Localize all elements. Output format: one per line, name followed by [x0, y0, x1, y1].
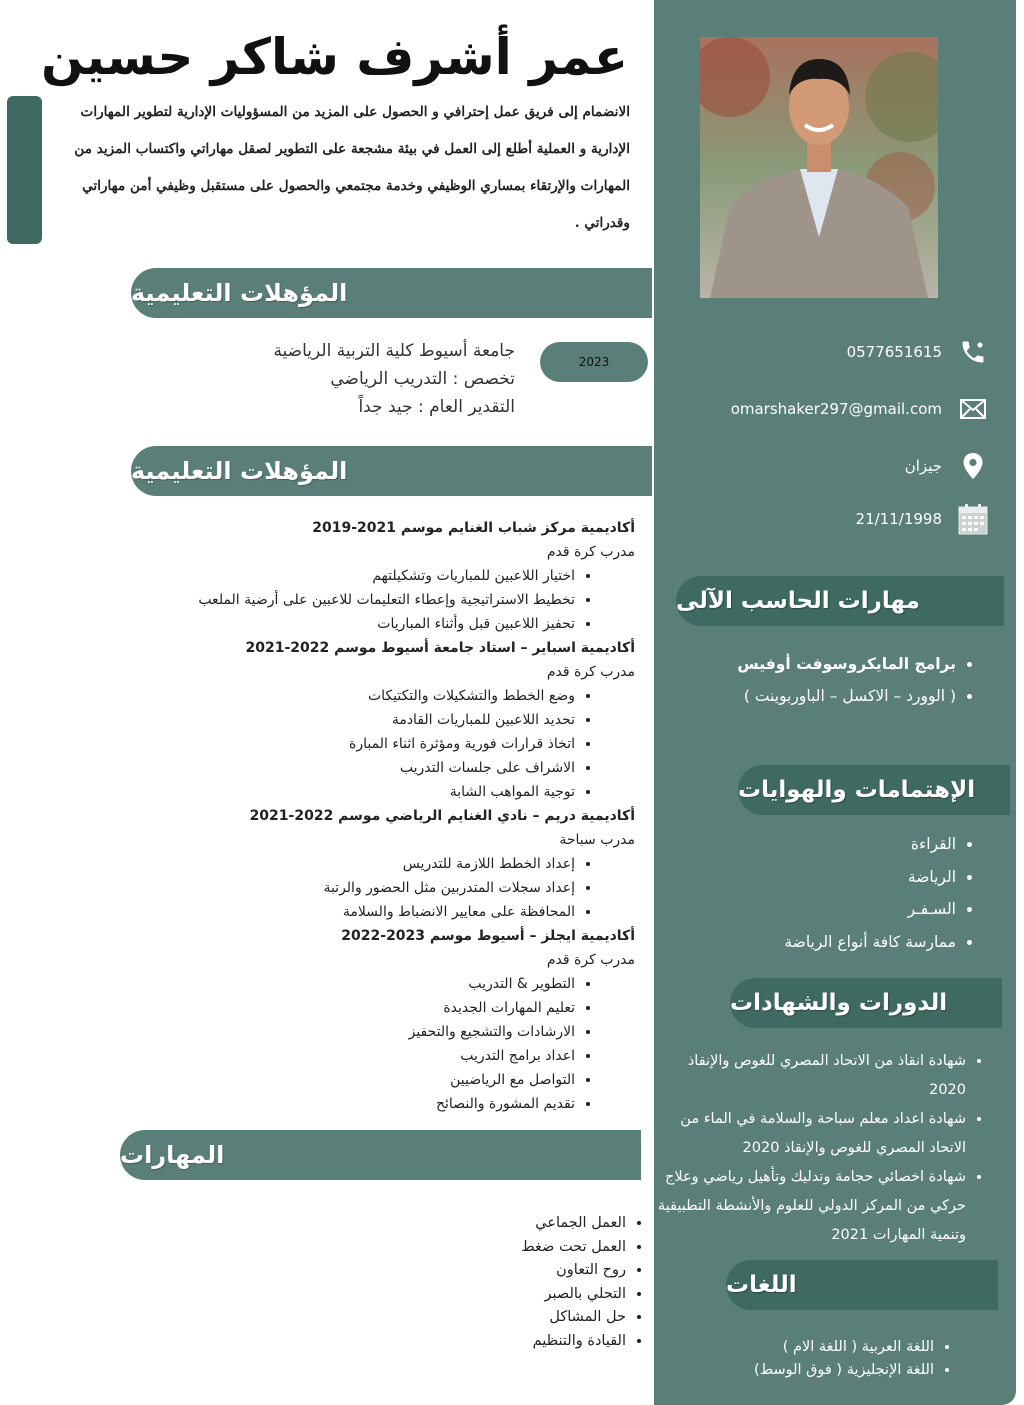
experience-entry: [100, 924, 635, 1116]
experience-section-title: المؤهلات التعليمية: [131, 457, 348, 485]
phone-icon: [958, 337, 988, 367]
computer-skills-list: [656, 648, 988, 712]
list-item: • التحلي بالصبر: [300, 1283, 626, 1307]
education-section-header: [131, 268, 652, 318]
list-item: • القيادة والتنظيم: [300, 1330, 626, 1354]
list-item: • شهادة انقاذ من الاتحاد المصري للغوص والإنقاذ 2020: [656, 1047, 966, 1105]
list-item: • إعداد سجلات المتدربين مثل الحضور والرتبة: [100, 876, 575, 900]
list-item: • روح التعاون: [300, 1259, 626, 1283]
hobbies-section-title: الإهتمامات والهوايات: [738, 777, 976, 803]
decorative-accent-bar: [7, 96, 42, 244]
list-item: • حل المشاكل: [300, 1306, 626, 1330]
experience-duties: [100, 684, 635, 804]
list-item: • شهادة اعداد معلم سباحة والسلامة في الماء من الاتحاد المصري للغوص والإنقاذ 2020: [656, 1105, 966, 1163]
experience-entry: [100, 804, 635, 924]
courses-section-header: [730, 978, 1002, 1028]
list-item: • ممارسة كافة أنواع الرياضة: [676, 926, 956, 959]
list-item: • العمل الجماعي: [300, 1212, 626, 1236]
hobbies-section-header: [738, 765, 1010, 815]
experience-section-header: [131, 446, 652, 496]
experience-role: مدرب كرة قدم: [546, 544, 635, 560]
skills-section-title: المهارات: [120, 1141, 225, 1169]
list-item: • التطوير & التدريب: [100, 972, 575, 996]
courses-list: [656, 1047, 988, 1250]
education-line: جامعة أسيوط كلية التربية الرياضية: [273, 341, 515, 361]
contact-birthdate: [856, 504, 988, 534]
profile-photo-illustration: [700, 37, 938, 298]
languages-list: [654, 1336, 958, 1382]
education-section-title: المؤهلات التعليمية: [131, 279, 348, 307]
experience-title: أكاديمية ايجلز – أسيوط موسم 2023-2022: [341, 928, 635, 944]
computer-skills-section-header: [676, 576, 1004, 626]
list-item: • اللغة الإنجليزية ( فوق الوسط): [654, 1359, 934, 1382]
list-item: • الاشراف على جلسات التدريب: [100, 756, 575, 780]
education-year-badge: [540, 342, 648, 382]
phone-number: 0577651615: [846, 343, 942, 361]
list-item: • الرياضة: [676, 861, 956, 894]
experience-entry: [100, 516, 635, 636]
list-item: • تعليم المهارات الجديدة: [100, 996, 575, 1020]
list-item: • تحفيز اللاعبين قبل وأثناء المباريات: [100, 612, 575, 636]
languages-section-header: [726, 1260, 998, 1310]
list-item: • السـفـر: [676, 893, 956, 926]
location-pin-icon: [958, 451, 988, 481]
experience-role: مدرب كرة قدم: [546, 664, 635, 680]
experience-title: أكاديمية اسباير – استاد جامعة أسيوط موسم 2022-2021: [245, 640, 635, 656]
experience-list: [100, 516, 635, 1116]
list-item: • توجية المواهب الشابة: [100, 780, 575, 804]
list-item: • العمل تحت ضغط: [300, 1236, 626, 1260]
full-name: عمر أشرف شاكر حسين: [41, 28, 628, 86]
experience-title: أكاديمية مركز شباب الغنايم موسم 2021-2019: [312, 520, 635, 536]
experience-role: مدرب كرة قدم: [546, 952, 635, 968]
list-item: • إعداد الخطط اللازمة للتدريس: [100, 852, 575, 876]
location-text: جيزان: [904, 457, 942, 475]
list-item: • اتخاذ قرارات فورية ومؤثرة اثناء المبارة: [100, 732, 575, 756]
experience-duties: [100, 852, 635, 924]
languages-section-title: اللغات: [726, 1272, 797, 1298]
email-address: omarshaker297@gmail.com: [730, 400, 942, 418]
envelope-icon: [958, 394, 988, 424]
computer-skills-section-title: مهارات الحاسب الآلى: [676, 588, 920, 614]
calendar-icon: [958, 504, 988, 534]
list-item: • وضع الخطط والتشكيلات والتكتيكات: [100, 684, 575, 708]
list-item: • التواصل مع الرياضيين: [100, 1068, 575, 1092]
experience-duties: [100, 972, 635, 1116]
list-item: • القراءة: [676, 828, 956, 861]
list-item: • شهادة اخصائي حجامة وتدليك وتأهيل رياضي وعلاج حركي من المركز الدولي للعلوم والأنشطة التطبيقية وتنمية المهارات 2021: [656, 1163, 966, 1250]
skills-section-header: [120, 1130, 641, 1180]
experience-title: أكاديمية دريم – نادي الغنايم الرياضي موسم 2022-2021: [249, 808, 635, 824]
courses-section-title: الدورات والشهادات: [730, 990, 948, 1016]
list-item: • الارشادات والتشجيع والتحفيز: [100, 1020, 575, 1044]
list-item: • تحديد اللاعبين للمباريات القادمة: [100, 708, 575, 732]
list-item: • برامج المايكروسوفت أوفيس: [656, 648, 956, 680]
education-line: التقدير العام : جيد جداً: [358, 397, 515, 417]
skills-list: [300, 1212, 652, 1353]
contact-phone: [847, 337, 988, 367]
birthdate-text: 21/11/1998: [855, 510, 942, 528]
profile-photo: [700, 37, 938, 298]
list-item: • اعداد برامج التدريب: [100, 1044, 575, 1068]
list-item: • اختيار اللاعبين للمباريات وتشكيلتهم: [100, 564, 575, 588]
education-details: [273, 337, 515, 421]
education-line: تخصص : التدريب الرياضي: [330, 369, 515, 389]
experience-entry: [100, 636, 635, 804]
list-item: • تخطيط الاستراتيجية وإعطاء التعليمات للاعبين على أرضية الملعب: [100, 588, 575, 612]
list-item: • ( الوورد – الاكسل – الباوربوينت ): [656, 680, 956, 712]
hobbies-list: [676, 828, 988, 958]
contact-location: [905, 451, 988, 481]
experience-role: مدرب سباحة: [559, 832, 635, 848]
list-item: • المحافظة على معايير الانضباط والسلامة: [100, 900, 575, 924]
list-item: • تقديم المشورة والنصائح: [100, 1092, 575, 1116]
career-objective: الانضمام إلى فريق عمل إحترافي و الحصول على المزيد من المسؤوليات الإدارية لتطوير المهارات الإدارية و العملية أطلع إلى العمل في بيئة مشجعة على التطوير لصقل مهاراتي واكتساب المزيد من المهارات والإرتقاء بمساري الوظيفي وخدمة مجتمعي والحصول على مستقبل وظيفي أمن مهاراتي وقدراتي .: [74, 104, 630, 231]
experience-duties: [100, 564, 635, 636]
education-year: 2023: [578, 355, 610, 369]
contact-email: [731, 394, 988, 424]
list-item: • اللغة العربية ( اللغة الام ): [654, 1336, 934, 1359]
